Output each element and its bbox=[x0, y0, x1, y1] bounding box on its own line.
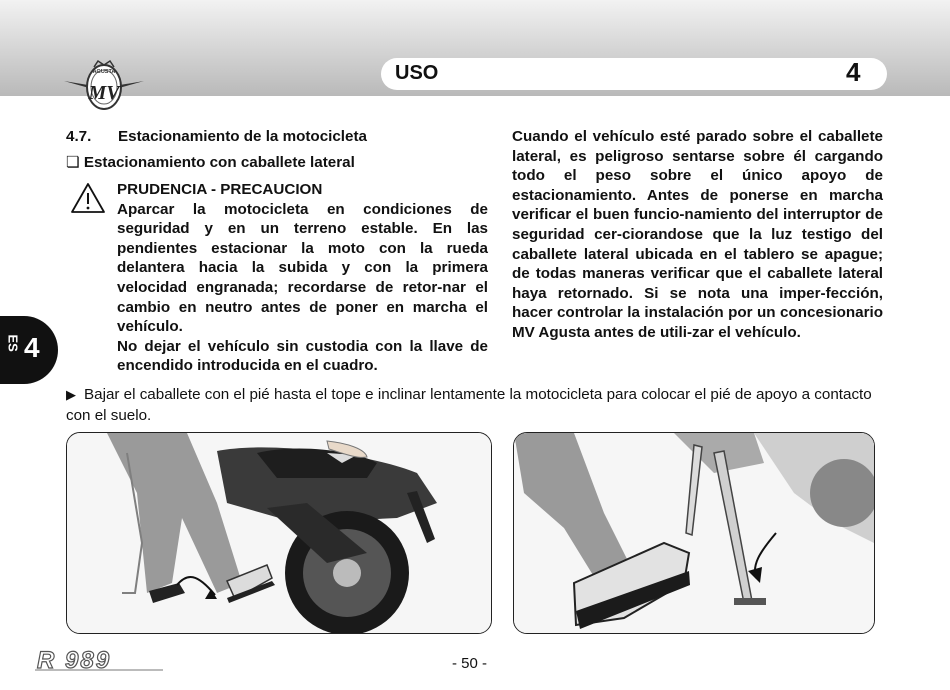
logo-brand-top: AGUSTA bbox=[92, 69, 116, 75]
section-title: Estacionamiento de la motocicleta bbox=[118, 128, 367, 145]
warning-paragraph-2: No dejar el vehículo sin custodia con la llave de encendido introducida en el cuadro. bbox=[117, 337, 488, 375]
mv-agusta-logo bbox=[62, 57, 146, 121]
section-number: 4.7. bbox=[66, 128, 92, 145]
chapter-number: 4 bbox=[846, 57, 861, 87]
side-tab-chapter: 4 bbox=[24, 332, 40, 363]
chapter-title: USO bbox=[395, 62, 439, 84]
header-title-pill bbox=[381, 58, 887, 90]
warning-block bbox=[117, 180, 488, 376]
instruction-step bbox=[66, 384, 884, 426]
photo-foot-on-side-stand bbox=[513, 432, 875, 634]
model-r989-logo bbox=[33, 646, 169, 672]
side-tab-language: ES bbox=[5, 334, 21, 352]
illustration-foot-and-stand bbox=[514, 433, 874, 633]
photo-lowering-side-stand bbox=[66, 432, 492, 634]
subsection-title: Estacionamiento con caballete lateral bbox=[83, 154, 355, 171]
side-stand-safety-note: Cuando el vehículo esté parado sobre el caballete lateral, es peligroso sentarse sobre él cargando todo el peso sobre el único apoyo de estacionamiento. Antes de ponerse en marcha verificar el buen funcio-namiento del interruptor de seguridad cer-ciorandose que la luz testigo del caballete lateral ubicada en el tablero se apague; de todas maneras verificar que el caballete lateral haya retornado. Si se nota una imper-fección, hacer controlar la instalación por un concesionario MV Agusta antes de utili-zar el vehículo. bbox=[512, 128, 883, 341]
instruction-step-text: Bajar el caballete con el pié hasta el tope e inclinar lentamente la motocicleta para colocar el pié de apoyo a contacto con el suelo. bbox=[66, 386, 872, 424]
logo-brand-mark: MV bbox=[88, 82, 120, 104]
illustration-rider-and-motorcycle bbox=[67, 433, 491, 633]
warning-triangle-icon bbox=[70, 182, 106, 214]
page-number: - 50 - bbox=[452, 655, 488, 672]
warning-heading: PRUDENCIA - PRECAUCION bbox=[117, 181, 323, 198]
section-heading bbox=[66, 127, 367, 147]
play-triangle-icon: ▶ bbox=[66, 387, 76, 402]
subsection-bullet: ❏ bbox=[66, 154, 80, 171]
model-logo-text: R 989 bbox=[37, 647, 112, 672]
subsection-heading bbox=[66, 153, 355, 173]
warning-paragraph-1: Aparcar la motocicleta en condiciones de seguridad y en un terreno estable. En las pendientes estacionar la moto con la rueda delantera hacia la subida y con la primera velocidad engranada; recordarse de retor-nar el cambio en neutro antes de poner en marcha el vehículo. bbox=[117, 200, 488, 336]
